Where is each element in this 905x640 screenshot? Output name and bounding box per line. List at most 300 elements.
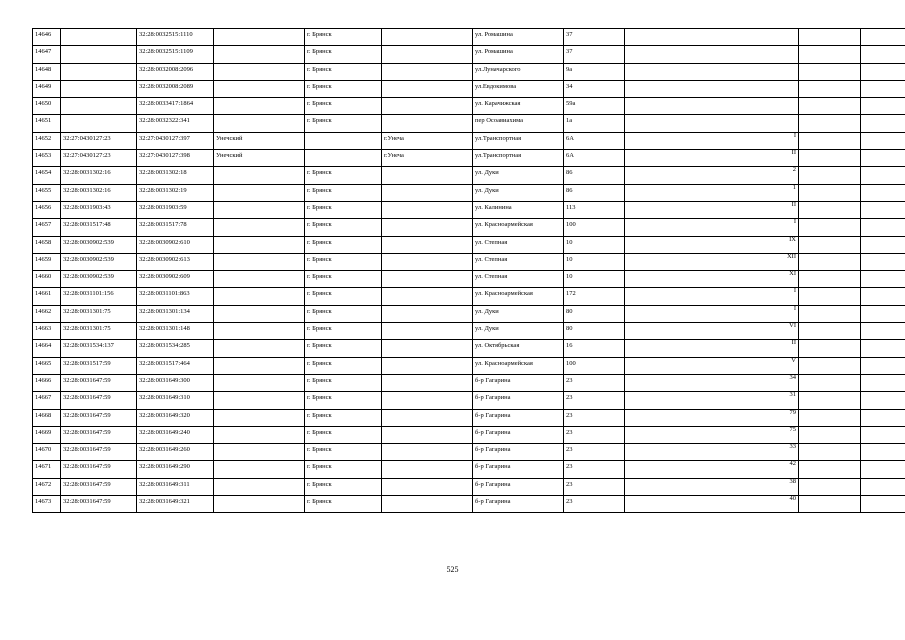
cell-street: ул. Степная: [473, 253, 564, 270]
cell-record-number: 14650: [33, 98, 61, 115]
table-row: [33, 63, 905, 80]
cell-premises-number: 31: [625, 392, 799, 409]
cell-city: г. Брянск: [305, 219, 382, 236]
cell-street: ул. Степная: [473, 236, 564, 253]
cell-house-number: 113: [564, 201, 625, 218]
cell-street: ул. Ромашина: [473, 46, 564, 63]
table-row: [33, 80, 905, 97]
cell-city: г. Брянск: [305, 236, 382, 253]
cell-district: [214, 236, 305, 253]
table-row: [33, 323, 905, 340]
cell-street: б-р Гагарина: [473, 478, 564, 495]
cell-town: [382, 184, 473, 201]
cell-premises-number: VI: [625, 323, 799, 340]
cell-extra-col-1: [799, 98, 861, 115]
cell-town: г.Унеча: [382, 132, 473, 149]
cell-extra-col-1: [799, 357, 861, 374]
cell-cadastral-number: 32:28:0031517:78: [137, 219, 214, 236]
cell-record-number: 14666: [33, 374, 61, 391]
cell-district: [214, 46, 305, 63]
cell-premises-number: I: [625, 288, 799, 305]
cell-extra-col-2: [861, 323, 905, 340]
cell-house-number: 10: [564, 236, 625, 253]
cell-town: [382, 271, 473, 288]
cell-cadastral-number: 32:28:0032322:341: [137, 115, 214, 132]
cell-cadastral-number: 32:28:0030902:610: [137, 236, 214, 253]
cell-city: г. Брянск: [305, 340, 382, 357]
cell-parent-cadastral-number: 32:28:0030902:539: [61, 236, 137, 253]
cell-city: г. Брянск: [305, 305, 382, 322]
cell-cadastral-number: 32:28:0031101:863: [137, 288, 214, 305]
cell-cadastral-number: 32:28:0031534:285: [137, 340, 214, 357]
cell-district: [214, 29, 305, 46]
cell-record-number: 14673: [33, 496, 61, 513]
cell-house-number: 10: [564, 271, 625, 288]
cell-city: г. Брянск: [305, 184, 382, 201]
cell-street: ул. Красноармейская: [473, 288, 564, 305]
cell-street: ул. Степная: [473, 271, 564, 288]
cell-district: [214, 478, 305, 495]
cell-street: ул. Дуки: [473, 305, 564, 322]
cell-city: г. Брянск: [305, 461, 382, 478]
cell-premises-number: XI: [625, 271, 799, 288]
cell-premises-number: [625, 29, 799, 46]
table-row: [33, 271, 905, 288]
cell-record-number: 14669: [33, 426, 61, 443]
cell-cadastral-number: 32:28:0031301:148: [137, 323, 214, 340]
cell-town: [382, 478, 473, 495]
cell-city: г. Брянск: [305, 444, 382, 461]
cell-cadastral-number: 32:27:0430127:398: [137, 150, 214, 167]
cell-town: [382, 444, 473, 461]
cell-street: ул. Карачижская: [473, 98, 564, 115]
cell-street: ул. Дуки: [473, 184, 564, 201]
cell-extra-col-2: [861, 253, 905, 270]
cell-house-number: 59а: [564, 98, 625, 115]
cell-town: [382, 323, 473, 340]
cell-extra-col-2: [861, 288, 905, 305]
cell-city: г. Брянск: [305, 426, 382, 443]
cell-record-number: 14660: [33, 271, 61, 288]
cell-town: [382, 288, 473, 305]
cell-parent-cadastral-number: [61, 80, 137, 97]
cell-city: г. Брянск: [305, 63, 382, 80]
cell-parent-cadastral-number: 32:28:0031517:48: [61, 219, 137, 236]
cell-extra-col-1: [799, 305, 861, 322]
table-row: [33, 461, 905, 478]
table-row: [33, 132, 905, 149]
cell-parent-cadastral-number: 32:28:0031647:59: [61, 374, 137, 391]
cell-extra-col-1: [799, 288, 861, 305]
cell-premises-number: 34: [625, 374, 799, 391]
cell-parent-cadastral-number: 32:27:0430127:23: [61, 150, 137, 167]
cell-city: г. Брянск: [305, 409, 382, 426]
cell-record-number: 14668: [33, 409, 61, 426]
table-row: [33, 167, 905, 184]
cell-extra-col-1: [799, 426, 861, 443]
cell-street: ул. Ромашина: [473, 29, 564, 46]
cell-extra-col-2: [861, 236, 905, 253]
cell-extra-col-2: [861, 357, 905, 374]
cell-extra-col-1: [799, 236, 861, 253]
cell-street: ул.Транспортная: [473, 150, 564, 167]
cell-street: ул.Евдокимова: [473, 80, 564, 97]
table-row: [33, 357, 905, 374]
cell-cadastral-number: 32:28:0031649:321: [137, 496, 214, 513]
cell-district: [214, 80, 305, 97]
cell-cadastral-number: 32:28:0030902:609: [137, 271, 214, 288]
cell-city: [305, 150, 382, 167]
cell-cadastral-number: 32:28:0032008:2096: [137, 63, 214, 80]
table-row: [33, 426, 905, 443]
cell-street: б-р Гагарина: [473, 374, 564, 391]
cell-premises-number: [625, 115, 799, 132]
cell-record-number: 14655: [33, 184, 61, 201]
cell-town: [382, 236, 473, 253]
cell-extra-col-1: [799, 115, 861, 132]
cell-parent-cadastral-number: 32:28:0031647:59: [61, 444, 137, 461]
cell-premises-number: 40: [625, 496, 799, 513]
cell-district: [214, 201, 305, 218]
cell-record-number: 14657: [33, 219, 61, 236]
cell-city: г. Брянск: [305, 46, 382, 63]
cell-premises-number: [625, 63, 799, 80]
cell-district: Унечский: [214, 132, 305, 149]
cell-record-number: 14653: [33, 150, 61, 167]
cell-extra-col-1: [799, 253, 861, 270]
cell-record-number: 14672: [33, 478, 61, 495]
cell-extra-col-1: [799, 461, 861, 478]
cell-parent-cadastral-number: 32:28:0031101:156: [61, 288, 137, 305]
cell-street: б-р Гагарина: [473, 496, 564, 513]
cell-district: [214, 444, 305, 461]
cell-house-number: 86: [564, 184, 625, 201]
cell-premises-number: I: [625, 132, 799, 149]
cell-cadastral-number: 32:28:0030902:613: [137, 253, 214, 270]
cell-parent-cadastral-number: [61, 115, 137, 132]
cell-extra-col-1: [799, 184, 861, 201]
cell-premises-number: XII: [625, 253, 799, 270]
table-row: [33, 115, 905, 132]
cell-cadastral-number: 32:28:0031649:240: [137, 426, 214, 443]
cell-house-number: 80: [564, 323, 625, 340]
cell-house-number: 16: [564, 340, 625, 357]
cell-town: [382, 167, 473, 184]
table-row: [33, 496, 905, 513]
cell-extra-col-1: [799, 271, 861, 288]
cell-house-number: 23: [564, 409, 625, 426]
cell-city: г. Брянск: [305, 271, 382, 288]
cell-premises-number: I: [625, 305, 799, 322]
cell-house-number: 6А: [564, 150, 625, 167]
cell-street: пер Осоавиахима: [473, 115, 564, 132]
cell-district: [214, 98, 305, 115]
table-row: [33, 288, 905, 305]
cell-town: г.Унеча: [382, 150, 473, 167]
cell-extra-col-1: [799, 150, 861, 167]
cell-extra-col-2: [861, 271, 905, 288]
cell-house-number: 9а: [564, 63, 625, 80]
cell-extra-col-2: [861, 29, 905, 46]
table-row: [33, 236, 905, 253]
cell-premises-number: II: [625, 201, 799, 218]
cell-parent-cadastral-number: 32:28:0031647:59: [61, 392, 137, 409]
cell-extra-col-2: [861, 496, 905, 513]
cell-house-number: 1а: [564, 115, 625, 132]
cell-street: б-р Гагарина: [473, 392, 564, 409]
cell-premises-number: II: [625, 340, 799, 357]
cell-record-number: 14667: [33, 392, 61, 409]
cell-town: [382, 253, 473, 270]
cell-town: [382, 98, 473, 115]
cell-record-number: 14670: [33, 444, 61, 461]
cell-district: [214, 184, 305, 201]
cell-parent-cadastral-number: [61, 29, 137, 46]
cell-street: ул. Дуки: [473, 167, 564, 184]
cell-town: [382, 305, 473, 322]
table-row: [33, 201, 905, 218]
cell-house-number: 172: [564, 288, 625, 305]
cell-cadastral-number: 32:28:0031302:18: [137, 167, 214, 184]
cell-extra-col-1: [799, 496, 861, 513]
table-row: [33, 392, 905, 409]
cell-city: г. Брянск: [305, 115, 382, 132]
cell-parent-cadastral-number: [61, 63, 137, 80]
cell-extra-col-2: [861, 392, 905, 409]
cell-town: [382, 46, 473, 63]
cell-record-number: 14661: [33, 288, 61, 305]
cell-city: г. Брянск: [305, 357, 382, 374]
cell-parent-cadastral-number: 32:28:0031302:16: [61, 167, 137, 184]
cell-town: [382, 340, 473, 357]
table-row: [33, 184, 905, 201]
cell-city: г. Брянск: [305, 167, 382, 184]
cell-extra-col-1: [799, 46, 861, 63]
cell-town: [382, 374, 473, 391]
cell-extra-col-2: [861, 305, 905, 322]
cell-cadastral-number: 32:28:0031649:310: [137, 392, 214, 409]
table-row: [33, 374, 905, 391]
cell-extra-col-1: [799, 478, 861, 495]
cell-extra-col-2: [861, 46, 905, 63]
table-row: [33, 29, 905, 46]
cell-premises-number: 75: [625, 426, 799, 443]
cell-extra-col-2: [861, 63, 905, 80]
cell-extra-col-1: [799, 80, 861, 97]
cell-extra-col-1: [799, 29, 861, 46]
cell-record-number: 14647: [33, 46, 61, 63]
cell-parent-cadastral-number: 32:28:0031647:59: [61, 461, 137, 478]
cell-town: [382, 357, 473, 374]
cell-city: г. Брянск: [305, 288, 382, 305]
registry-table: [32, 28, 905, 513]
cell-record-number: 14658: [33, 236, 61, 253]
cell-parent-cadastral-number: 32:28:0030902:539: [61, 271, 137, 288]
cell-city: г. Брянск: [305, 29, 382, 46]
cell-city: г. Брянск: [305, 323, 382, 340]
cell-house-number: 23: [564, 392, 625, 409]
cell-record-number: 14662: [33, 305, 61, 322]
cell-city: г. Брянск: [305, 253, 382, 270]
cell-town: [382, 392, 473, 409]
cell-cadastral-number: 32:28:0031517:464: [137, 357, 214, 374]
registry-table-body: [33, 29, 905, 513]
cell-town: [382, 409, 473, 426]
cell-extra-col-1: [799, 444, 861, 461]
cell-town: [382, 115, 473, 132]
cell-city: г. Брянск: [305, 80, 382, 97]
cell-record-number: 14654: [33, 167, 61, 184]
table-row: [33, 150, 905, 167]
cell-district: [214, 167, 305, 184]
table-row: [33, 219, 905, 236]
cell-city: г. Брянск: [305, 374, 382, 391]
cell-city: г. Брянск: [305, 98, 382, 115]
table-row: [33, 478, 905, 495]
cell-extra-col-1: [799, 63, 861, 80]
cell-district: [214, 409, 305, 426]
cell-parent-cadastral-number: 32:28:0031517:59: [61, 357, 137, 374]
cell-premises-number: II: [625, 150, 799, 167]
cell-record-number: 14663: [33, 323, 61, 340]
cell-extra-col-2: [861, 98, 905, 115]
cell-district: [214, 496, 305, 513]
cell-extra-col-2: [861, 132, 905, 149]
cell-street: ул. Калинина: [473, 201, 564, 218]
cell-parent-cadastral-number: 32:28:0031301:75: [61, 323, 137, 340]
cell-extra-col-2: [861, 167, 905, 184]
cell-extra-col-1: [799, 201, 861, 218]
cell-district: [214, 426, 305, 443]
cell-premises-number: [625, 98, 799, 115]
cell-district: [214, 115, 305, 132]
cell-extra-col-2: [861, 444, 905, 461]
cell-district: [214, 63, 305, 80]
cell-parent-cadastral-number: [61, 98, 137, 115]
cell-record-number: 14656: [33, 201, 61, 218]
cell-town: [382, 496, 473, 513]
cell-town: [382, 80, 473, 97]
cell-extra-col-1: [799, 374, 861, 391]
cell-parent-cadastral-number: 32:28:0031647:59: [61, 478, 137, 495]
cell-premises-number: 38: [625, 478, 799, 495]
cell-cadastral-number: 32:28:0032515:1110: [137, 29, 214, 46]
cell-premises-number: 79: [625, 409, 799, 426]
cell-parent-cadastral-number: 32:28:0031302:16: [61, 184, 137, 201]
cell-house-number: 100: [564, 219, 625, 236]
cell-house-number: 23: [564, 426, 625, 443]
cell-record-number: 14665: [33, 357, 61, 374]
table-row: [33, 444, 905, 461]
cell-house-number: 86: [564, 167, 625, 184]
cell-street: б-р Гагарина: [473, 426, 564, 443]
cell-street: ул.Транспортная: [473, 132, 564, 149]
cell-extra-col-2: [861, 201, 905, 218]
cell-extra-col-2: [861, 115, 905, 132]
cell-premises-number: 1: [625, 184, 799, 201]
cell-extra-col-2: [861, 80, 905, 97]
cell-extra-col-2: [861, 374, 905, 391]
page-number: 525: [446, 565, 459, 574]
cell-town: [382, 29, 473, 46]
cell-district: [214, 340, 305, 357]
cell-extra-col-2: [861, 461, 905, 478]
cell-house-number: 37: [564, 46, 625, 63]
cell-parent-cadastral-number: 32:28:0031647:59: [61, 426, 137, 443]
cell-district: [214, 392, 305, 409]
cell-extra-col-2: [861, 409, 905, 426]
cell-record-number: 14659: [33, 253, 61, 270]
cell-district: [214, 461, 305, 478]
cell-cadastral-number: 32:28:0031301:134: [137, 305, 214, 322]
cell-district: [214, 219, 305, 236]
cell-street: ул.Луначарского: [473, 63, 564, 80]
cell-street: б-р Гагарина: [473, 409, 564, 426]
cell-town: [382, 426, 473, 443]
cell-street: б-р Гагарина: [473, 461, 564, 478]
cell-district: [214, 271, 305, 288]
cell-cadastral-number: 32:28:0031302:19: [137, 184, 214, 201]
cell-parent-cadastral-number: 32:27:0430127:23: [61, 132, 137, 149]
cell-city: [305, 132, 382, 149]
cell-house-number: 100: [564, 357, 625, 374]
cell-record-number: 14646: [33, 29, 61, 46]
table-row: [33, 46, 905, 63]
cell-parent-cadastral-number: 32:28:0031647:59: [61, 409, 137, 426]
cell-house-number: 23: [564, 496, 625, 513]
cell-extra-col-2: [861, 426, 905, 443]
cell-extra-col-1: [799, 392, 861, 409]
cell-record-number: 14664: [33, 340, 61, 357]
cell-extra-col-1: [799, 409, 861, 426]
cell-premises-number: [625, 80, 799, 97]
table-row: [33, 253, 905, 270]
cell-house-number: 34: [564, 80, 625, 97]
cell-extra-col-1: [799, 323, 861, 340]
cell-city: г. Брянск: [305, 496, 382, 513]
cell-cadastral-number: 32:28:0032515:1109: [137, 46, 214, 63]
cell-street: ул. Октябрьская: [473, 340, 564, 357]
cell-cadastral-number: 32:28:0031649:260: [137, 444, 214, 461]
cell-street: ул. Красноармейская: [473, 357, 564, 374]
cell-district: [214, 357, 305, 374]
cell-parent-cadastral-number: 32:28:0030902:539: [61, 253, 137, 270]
cell-house-number: 6А: [564, 132, 625, 149]
cell-record-number: 14671: [33, 461, 61, 478]
cell-district: [214, 323, 305, 340]
cell-parent-cadastral-number: 32:28:0031647:59: [61, 496, 137, 513]
cell-street: ул. Красноармейская: [473, 219, 564, 236]
cell-district: [214, 253, 305, 270]
cell-premises-number: V: [625, 357, 799, 374]
cell-extra-col-1: [799, 167, 861, 184]
cell-extra-col-1: [799, 132, 861, 149]
cell-city: г. Брянск: [305, 478, 382, 495]
cell-extra-col-2: [861, 184, 905, 201]
cell-premises-number: [625, 46, 799, 63]
cell-street: б-р Гагарина: [473, 444, 564, 461]
cell-record-number: 14652: [33, 132, 61, 149]
cell-parent-cadastral-number: [61, 46, 137, 63]
cell-town: [382, 63, 473, 80]
cell-cadastral-number: 32:28:0032008:2089: [137, 80, 214, 97]
cell-district: [214, 374, 305, 391]
cell-cadastral-number: 32:28:0031903:59: [137, 201, 214, 218]
cell-cadastral-number: 32:28:0031649:311: [137, 478, 214, 495]
cell-premises-number: IX: [625, 236, 799, 253]
cell-premises-number: I: [625, 219, 799, 236]
cell-premises-number: 2: [625, 167, 799, 184]
